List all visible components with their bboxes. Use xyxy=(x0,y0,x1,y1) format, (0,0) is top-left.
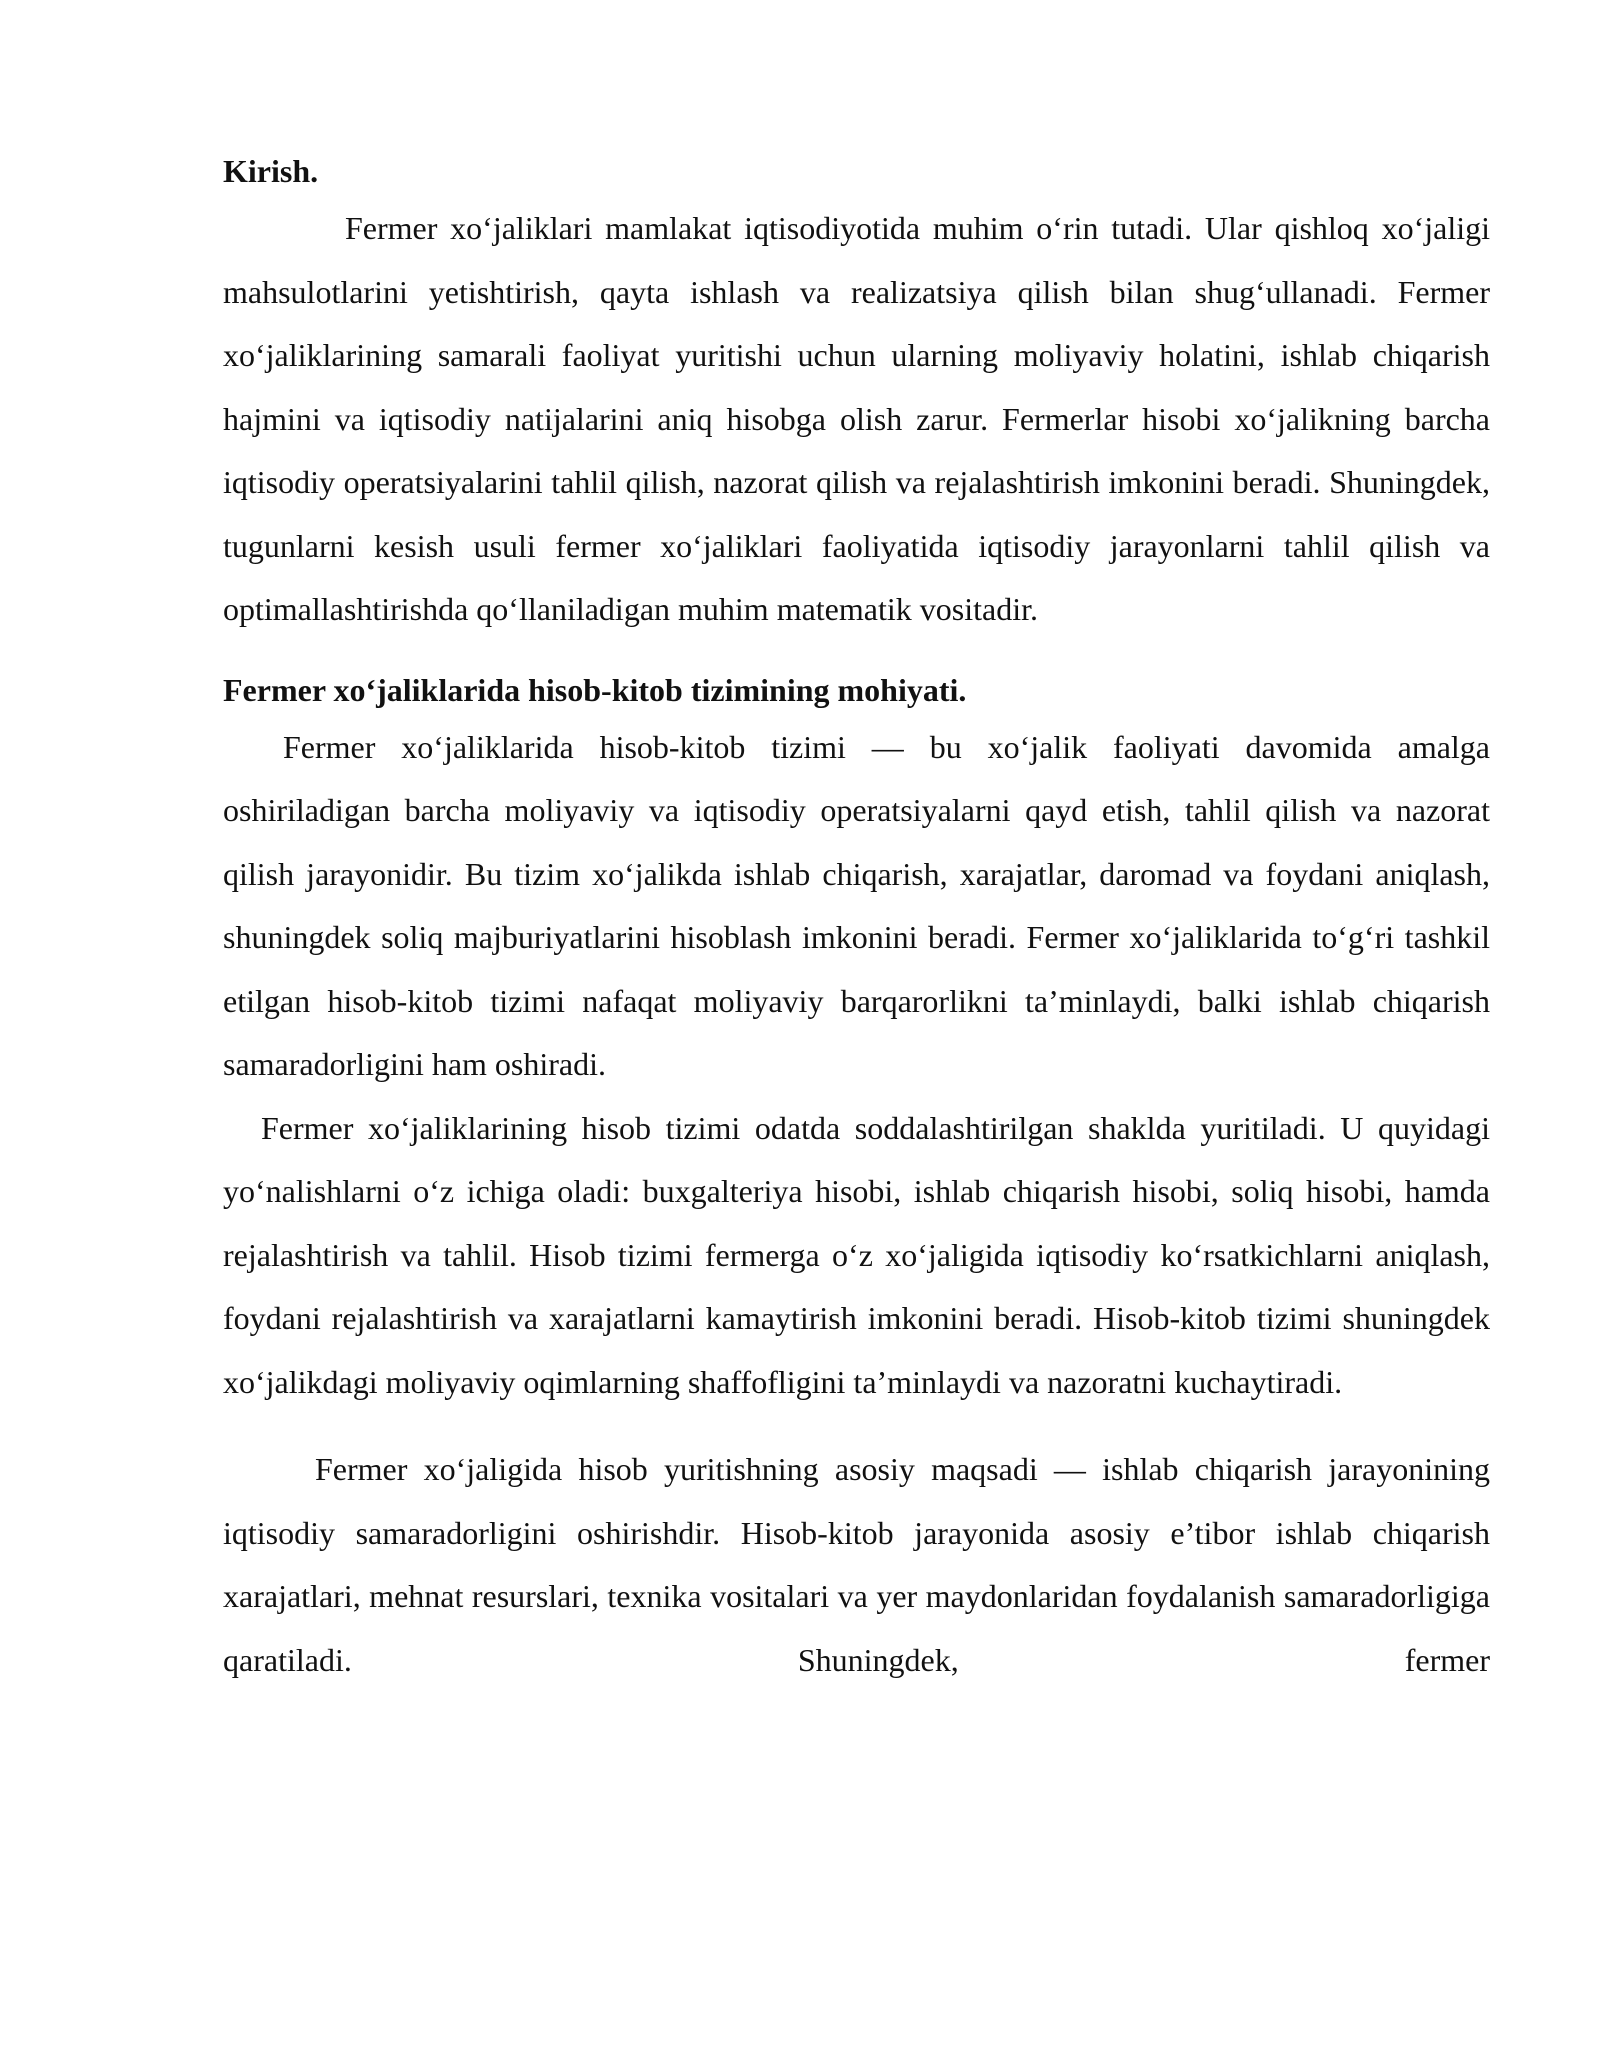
document-body xyxy=(223,145,1490,1692)
section-heading-kirish: Kirish. xyxy=(223,153,319,189)
paragraph-mohiyat-2: Fermer xo‘jaliklarining hisob tizimi odatda soddalashtirilgan shaklda yuritiladi. U quyidagi yo‘nalishlarni o‘z ichiga oladi: buxgalteriya hisobi, ishlab chiqarish hisobi, soliq hisobi, hamda rejalashtirish va tahlil. Hisob tizimi fermerga o‘z xo‘jaligida iqtisodiy ko‘rsatkichlarni aniqlash, foydani rejalashtirish va xarajatlarni kamaytirish imkonini beradi. Hisob-kitob tizimi shuningdek xo‘jalikdagi moliyaviy oqimlarning shaffofligini ta’minlaydi va nazoratni kuchaytiradi. xyxy=(223,1109,1490,1400)
paragraph-intro: Fermer xo‘jaliklari mamlakat iqtisodiyotida muhim o‘rin tutadi. Ular qishloq xo‘jaligi mahsulotlarini yetishtirish, qayta ishlash va realizatsiya qilish bilan shug‘ullanadi. Fermer xo‘jaliklarining samarali faoliyat yuritishi uchun ularning moliyaviy holatini, ishlab chiqarish hajmini va iqtisodiy natijalarini aniq hisobga olish zarur. Fermerlar hisobi xo‘jalikning barcha iqtisodiy operatsiyalarini tahlil qilish, nazorat qilish va rejalashtirish imkonini beradi. Shuningdek, tugunlarni kesish usuli fermer xo‘jaliklari faoliyatida iqtisodiy jarayonlarni tahlil qilish va optimallashtirishda qo‘llaniladigan muhim matematik vositadir. xyxy=(223,210,1490,627)
paragraph-mohiyat-1: Fermer xo‘jaliklarida hisob-kitob tizimi — bu xo‘jalik faoliyati davomida amalga oshiriladigan barcha moliyaviy va iqtisodiy operatsiyalarni qayd etish, tahlil qilish va nazorat qilish jarayonidir. Bu tizim xo‘jalikda ishlab chiqarish, xarajatlar, daromad va foydani aniqlash, shuningdek soliq majburiyatlarini hisoblash imkonini beradi. Fermer xo‘jaliklarida to‘g‘ri tashkil etilgan hisob-kitob tizimi nafaqat moliyaviy barqarorlikni ta’minlaydi, balki ishlab chiqarish samaradorligini ham oshiradi. xyxy=(223,728,1490,1082)
section-heading-mohiyat: Fermer xo‘jaliklarida hisob-kitob tizimining mohiyati. xyxy=(223,671,967,708)
paragraph-maqsad: Fermer xo‘jaligida hisob yuritishning asosiy maqsadi — ishlab chiqarish jarayonining iqtisodiy samaradorligini oshirishdir. Hisob-kitob jarayonida asosiy e’tibor ishlab chiqarish xarajatlari, mehnat resurslari, texnika vositalari va yer maydonlaridan foydalanish samaradorligiga qaratiladi. Shuningdek, fermer xyxy=(223,1451,1490,1678)
